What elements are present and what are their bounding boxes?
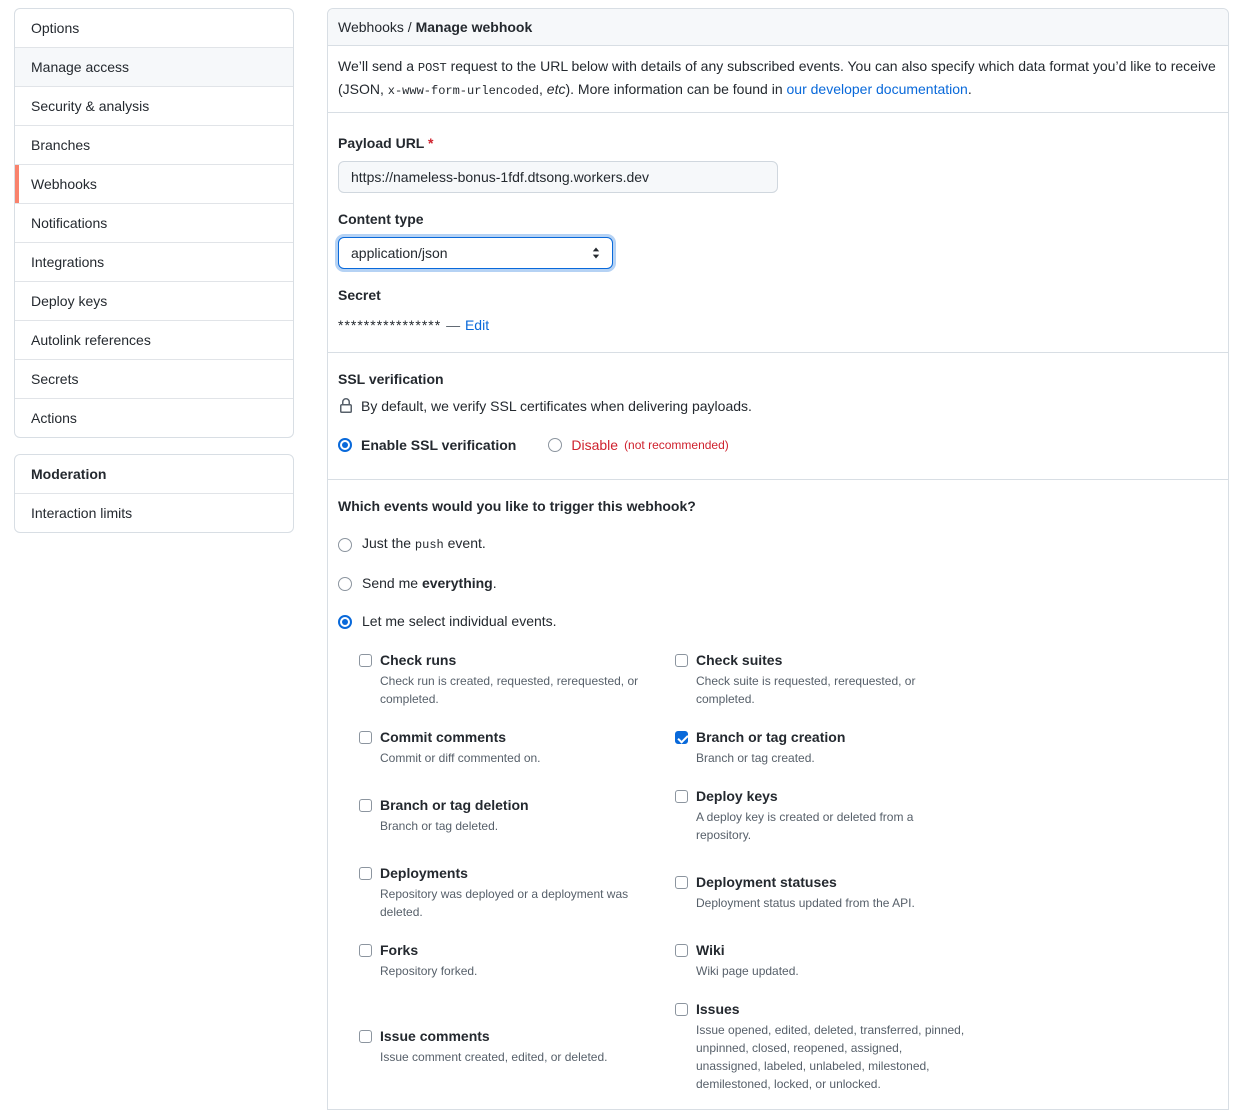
event-desc: Issue opened, edited, deleted, transferred, pinned, unpinned, closed, reopened, assigned, unassigned, labeled, unlabeled, milestoned, demilestoned, locked, or unlocked. — [696, 1023, 965, 1091]
deploy-keys-checkbox[interactable] — [675, 790, 688, 803]
event-desc: Branch or tag created. — [696, 751, 815, 765]
event-desc: Wiki page updated. — [696, 964, 799, 978]
intro-text: ). More information can be found in — [565, 81, 787, 97]
webhook-intro-text — [328, 46, 1228, 113]
event-cell-issue-comments[interactable] — [359, 1027, 675, 1066]
manage-webhook-panel — [327, 8, 1229, 1110]
payload-url-input[interactable] — [338, 161, 778, 193]
events-row — [359, 651, 991, 708]
everything-label: Send me everything. — [362, 575, 497, 591]
intro-text: request to the URL below with details of any subscribed events. You can also specify which data format you’d like to receive (JSON, — [338, 58, 1216, 97]
ssl-disable-label: Disable — [571, 437, 619, 453]
events-checkbox-grid — [359, 651, 991, 1093]
event-cell-forks[interactable] — [359, 941, 675, 980]
event-cell-commit-comments[interactable] — [359, 728, 675, 767]
sidebar-item-deploy-keys[interactable]: Deploy keys — [15, 281, 293, 320]
forks-checkbox[interactable] — [359, 944, 372, 957]
sidebar-item-autolink-references[interactable]: Autolink references — [15, 320, 293, 359]
commit-comments-checkbox[interactable] — [359, 731, 372, 744]
secret-row — [338, 315, 1218, 335]
event-desc: Commit or diff commented on. — [380, 751, 541, 765]
sidebar-item-security-analysis[interactable]: Security & analysis — [15, 86, 293, 125]
event-title: Check suites — [696, 652, 783, 668]
breadcrumb-webhooks-link[interactable]: Webhooks — [338, 19, 404, 35]
ssl-verification-section — [328, 353, 1228, 480]
ssl-disable-option[interactable] — [548, 437, 728, 453]
payload-url-label — [338, 133, 1218, 153]
secret-edit-link[interactable]: Edit — [464, 317, 490, 333]
page-title: Manage webhook — [415, 19, 533, 35]
event-title: Wiki — [696, 942, 725, 958]
sidebar-item-interaction-limits[interactable]: Interaction limits — [15, 493, 293, 532]
ssl-verification-title: SSL verification — [338, 371, 444, 387]
individual-events-radio[interactable] — [338, 615, 352, 629]
check-runs-checkbox[interactable] — [359, 654, 372, 667]
lock-icon — [338, 398, 354, 414]
event-cell-issues[interactable] — [675, 1000, 991, 1093]
event-desc: Repository forked. — [380, 964, 478, 978]
event-cell-branch-or-tag-deletion[interactable] — [359, 796, 675, 835]
issues-checkbox[interactable] — [675, 1003, 688, 1016]
event-title: Deploy keys — [696, 788, 778, 804]
events-row — [359, 787, 991, 844]
event-title: Check runs — [380, 652, 457, 668]
intro-text: , — [539, 81, 547, 97]
events-row — [359, 941, 991, 980]
events-row — [359, 728, 991, 767]
individual-events-label: Let me select individual events. — [362, 613, 557, 629]
event-title: Issue comments — [380, 1028, 490, 1044]
event-title: Deployment statuses — [696, 874, 837, 890]
sidebar-item-webhooks[interactable]: Webhooks — [15, 164, 293, 203]
event-cell-check-suites[interactable] — [675, 651, 991, 708]
event-cell-branch-or-tag-creation[interactable] — [675, 728, 991, 767]
event-option-individual[interactable] — [338, 611, 1218, 632]
settings-sidebar — [14, 8, 294, 533]
event-desc: Check run is created, requested, rerequested, or completed. — [380, 674, 639, 706]
check-suites-checkbox[interactable] — [675, 654, 688, 667]
event-cell-deployments[interactable] — [359, 864, 675, 921]
intro-post-code: POST — [417, 61, 447, 75]
content-type-select[interactable] — [338, 237, 613, 269]
deployment-statuses-checkbox[interactable] — [675, 876, 688, 889]
event-desc: Issue comment created, edited, or deleted. — [380, 1050, 608, 1064]
branch-or-tag-deletion-checkbox[interactable] — [359, 799, 372, 812]
sidebar-item-actions[interactable]: Actions — [15, 398, 293, 437]
everything-radio[interactable] — [338, 577, 352, 591]
branch-or-tag-creation-checkbox[interactable] — [675, 731, 688, 744]
sidebar-item-integrations[interactable]: Integrations — [15, 242, 293, 281]
event-desc: A deploy key is created or deleted from a repository. — [696, 810, 914, 842]
ssl-disable-note: (not recommended) — [624, 438, 729, 452]
secret-label: Secret — [338, 287, 381, 303]
webhook-form-section — [328, 113, 1228, 353]
events-section — [328, 480, 1228, 1109]
ssl-enable-radio[interactable] — [338, 438, 352, 452]
event-title: Branch or tag creation — [696, 729, 846, 745]
secret-dash: — — [446, 317, 461, 333]
ssl-enable-option[interactable] — [338, 437, 516, 453]
content-type-selected-value: application/json — [351, 245, 448, 261]
intro-text: We’ll send a — [338, 58, 418, 74]
event-desc: Repository was deployed or a deployment was deleted. — [380, 887, 629, 919]
event-desc: Branch or tag deleted. — [380, 819, 499, 833]
ssl-verification-description — [338, 396, 1218, 416]
sidebar-item-options[interactable]: Options — [31, 20, 80, 36]
breadcrumb — [328, 9, 1228, 46]
required-asterisk: * — [428, 135, 434, 151]
events-row — [359, 1000, 991, 1093]
events-question: Which events would you like to trigger this webhook? — [338, 498, 696, 514]
sidebar-item-secrets[interactable]: Secrets — [15, 359, 293, 398]
events-row — [359, 864, 991, 921]
ssl-radio-group — [338, 437, 1218, 453]
event-title: Deployments — [380, 865, 468, 881]
event-cell-check-runs[interactable] — [359, 651, 675, 708]
event-cell-wiki[interactable] — [675, 941, 991, 980]
deployments-checkbox[interactable] — [359, 867, 372, 880]
event-desc: Deployment status updated from the API. — [696, 896, 915, 910]
settings-nav-box — [14, 8, 294, 438]
just-push-radio[interactable] — [338, 538, 352, 552]
event-option-everything[interactable] — [338, 573, 1218, 594]
ssl-enable-label: Enable SSL verification — [361, 437, 517, 453]
intro-etc: etc — [546, 81, 566, 97]
secret-masked-value: **************** — [338, 317, 442, 333]
payload-url-label-text: Payload URL — [338, 135, 425, 151]
event-title: Issues — [696, 1001, 740, 1017]
sidebar-item-notifications[interactable]: Notifications — [15, 203, 293, 242]
content-type-label: Content type — [338, 211, 424, 227]
sidebar-item-manage-access[interactable]: Manage access — [15, 47, 293, 86]
sidebar-item-branches[interactable]: Branches — [15, 125, 293, 164]
unfold-caret-icon — [588, 245, 604, 261]
event-title: Commit comments — [380, 729, 507, 745]
just-push-label: Just the push event. — [362, 535, 486, 552]
event-cell-deployment-statuses[interactable] — [675, 873, 991, 912]
wiki-checkbox[interactable] — [675, 944, 688, 957]
intro-text: . — [967, 81, 972, 97]
event-desc: Check suite is requested, rerequested, or completed. — [696, 674, 916, 706]
ssl-disable-radio[interactable] — [548, 438, 562, 452]
event-option-just-push[interactable] — [338, 533, 1218, 556]
ssl-description-text: By default, we verify SSL certificates when delivering payloads. — [361, 398, 752, 414]
issue-comments-checkbox[interactable] — [359, 1030, 372, 1043]
intro-urlencoded-code: x-www-form-urlencoded — [387, 84, 540, 98]
event-title: Branch or tag deletion — [380, 797, 529, 813]
moderation-nav-box — [14, 454, 294, 533]
event-cell-deploy-keys[interactable] — [675, 787, 991, 844]
event-title: Forks — [380, 942, 419, 958]
breadcrumb-separator: / — [403, 19, 416, 35]
webhook-settings-main — [327, 8, 1229, 1110]
sidebar-header-moderation: Moderation — [31, 466, 107, 482]
developer-documentation-link[interactable]: our developer documentation — [786, 81, 968, 97]
